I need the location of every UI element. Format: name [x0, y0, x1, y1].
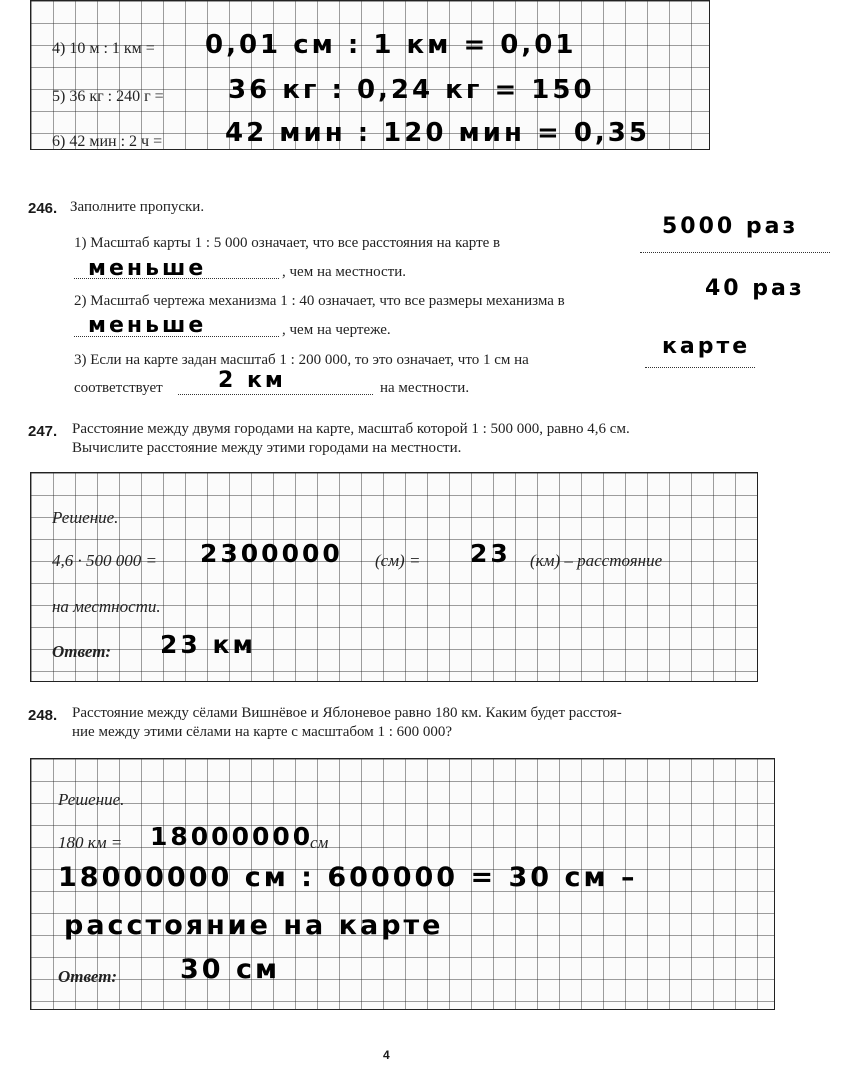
ex246-line1b-handwritten: меньше: [88, 256, 207, 281]
top-row-6-printed: 6) 42 мин : 2 ч =: [52, 133, 163, 150]
ex248-answer-handwritten: 30 см: [180, 954, 281, 985]
ex246-line1-blank: [640, 252, 830, 253]
ex246-line3-blank: [645, 367, 755, 368]
ex247-calc-handwritten-b: 23: [470, 539, 511, 568]
ex247-answer-handwritten: 23 км: [160, 630, 256, 659]
top-row-4-handwritten: 0,01 см : 1 км = 0,01: [205, 30, 577, 60]
ex246-line2b-handwritten: меньше: [88, 313, 207, 338]
top-row-4-printed: 4) 10 м : 1 км =: [52, 40, 155, 57]
ex248-text-line2: ние между этими сёлами на карте с масштабом 1 : 600 000?: [72, 724, 453, 740]
ex248-solution-label: Решение.: [58, 790, 125, 809]
ex247-solution-grid: [30, 472, 758, 682]
ex247-solution-label: Решение.: [52, 508, 119, 527]
ex247-calc-line2: на местности.: [52, 597, 161, 616]
ex248-line1-printed-b: см: [310, 833, 329, 852]
ex248-line2-handwritten: 18000000 см : 600000 = 30 см –: [58, 862, 638, 893]
ex248-answer-label: Ответ:: [58, 967, 118, 986]
ex246-number: 246.: [28, 200, 58, 217]
ex246-line2-printed: 2) Масштаб чертежа механизма 1 : 40 означает, что все размеры механизма в: [74, 293, 565, 309]
ex248-number: 248.: [28, 707, 58, 724]
ex246-line3-handwritten: карте: [662, 334, 751, 359]
ex246-line1-printed: 1) Масштаб карты 1 : 5 000 означает, что все расстояния на карте в: [74, 235, 501, 251]
ex247-calc-handwritten-a: 2300000: [200, 539, 343, 568]
ex248-text-line1: Расстояние между сёлами Вишнёвое и Яблоневое равно 180 км. Каким будет расстоя-: [72, 705, 622, 721]
ex246-line3b-printed-a: соответствует: [74, 380, 163, 396]
ex247-number: 247.: [28, 423, 58, 440]
ex247-calc-printed-b: (см) =: [375, 551, 421, 570]
ex247-calc-printed-c: (км) – расстояние: [530, 551, 663, 570]
top-row-5-handwritten: 36 кг : 0,24 кг = 150: [228, 75, 595, 105]
ex246-line3b-printed-b: на местности.: [380, 380, 470, 396]
ex246-line3b-blank: [178, 394, 373, 395]
ex246-line3-printed: 3) Если на карте задан масштаб 1 : 200 000, то это означает, что 1 см на: [74, 352, 529, 368]
ex247-text-line1: Расстояние между двумя городами на карте, масштаб которой 1 : 500 000, равно 4,6 см.: [72, 421, 630, 437]
ex247-calc-printed-a: 4,6 · 500 000 =: [52, 551, 157, 570]
ex248-line1-handwritten: 18000000: [150, 822, 314, 851]
top-row-6-handwritten: 42 мин : 120 мин = 0,35: [225, 118, 650, 148]
ex246-line1-handwritten: 5000 раз: [662, 214, 799, 239]
top-row-5-printed: 5) 36 кг : 240 г =: [52, 88, 164, 105]
page-number: 4: [383, 1048, 390, 1062]
ex246-line2b-printed: , чем на чертеже.: [282, 322, 391, 338]
ex246-title: Заполните пропуски.: [70, 199, 205, 215]
ex246-line2-handwritten: 40 раз: [705, 276, 805, 301]
ex247-text-line2: Вычислите расстояние между этими городами на местности.: [72, 440, 462, 456]
ex246-line3b-handwritten: 2 км: [218, 368, 286, 393]
ex248-line3-handwritten: расстояние на карте: [64, 910, 444, 941]
ex246-line1b-printed: , чем на местности.: [282, 264, 407, 280]
ex248-line1-printed-a: 180 км =: [58, 833, 123, 852]
ex247-answer-label: Ответ:: [52, 642, 112, 661]
